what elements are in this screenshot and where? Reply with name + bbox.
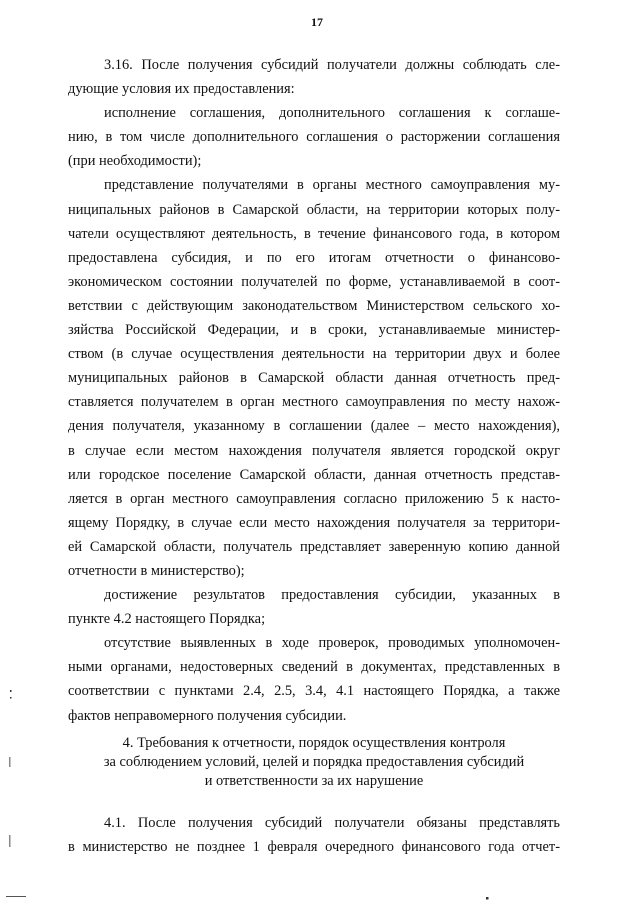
text-line: ниципальных районов в Самарской области, на территории которых полу- xyxy=(68,201,560,218)
text-line: 3.16. После получения субсидий получатели должны соблюдать сле- xyxy=(104,57,560,73)
text-line: ей Самарской области, получатель представляет заверенную копию данной xyxy=(68,538,560,555)
text-line: ящему Порядку, в случае если место нахождения получателя за территори- xyxy=(68,514,560,531)
paragraph-condition-agreement xyxy=(68,101,560,173)
text-line: нию, в том числе дополнительного соглашения о расторжении соглашения xyxy=(68,129,560,146)
page-number: 17 xyxy=(311,15,323,29)
text-line: фактов неправомерного получения субсидии. xyxy=(68,707,347,724)
document-body xyxy=(68,53,560,859)
text-line: предоставлена субсидия, и по его итогам отчетности о финансово- xyxy=(68,249,560,266)
text-line: представление получателями в органы местного самоуправления му- xyxy=(104,177,560,194)
text-line: ставляется получателем в орган местного самоуправления по месту нахож- xyxy=(68,394,560,411)
spacer xyxy=(68,791,560,811)
text-line: зяйства Российской Федерации, и в сроки, устанавливаемые министер- xyxy=(68,322,560,339)
scan-speck xyxy=(9,757,11,767)
paragraph-4-1 xyxy=(68,811,560,859)
scan-speck xyxy=(10,697,12,699)
heading-line: за соблюдением условий, целей и порядка предоставления субсидий xyxy=(103,753,525,770)
text-line: или городское поселение Самарской области, данная отчетность представ- xyxy=(68,466,560,483)
text-line: отчетности в министерство); xyxy=(68,562,245,579)
text-line: ством (в случае осуществления деятельности на территории двух и более xyxy=(68,346,560,363)
scan-speck xyxy=(6,896,26,897)
text-line: соответствии с пунктами 2.4, 2.5, 3.4, 4.1 настоящего Порядка, а также xyxy=(68,683,560,700)
text-line: достижение результатов предоставления субсидии, указанных в xyxy=(104,587,560,604)
scan-speck xyxy=(486,897,489,900)
paragraph-condition-reporting xyxy=(68,173,560,583)
text-line: 4.1. После получения субсидий получатели обязаны представлять xyxy=(104,814,560,831)
scan-speck xyxy=(9,835,11,847)
text-line: дения получателя, указанному в соглашении (далее – место нахождения), xyxy=(68,418,560,435)
text-line: ветствии с действующим законодательством Министерством сельского хо- xyxy=(68,297,560,314)
text-line: ляется в орган местного самоуправления согласно приложению 5 к насто- xyxy=(68,490,560,507)
heading-line: и ответственности за их нарушение xyxy=(204,772,424,789)
text-line: ными органами, недостоверных сведений в документах, представленных в xyxy=(68,659,560,676)
text-line: (при необходимости); xyxy=(68,153,202,170)
scan-speck xyxy=(10,690,12,692)
paragraph-condition-results xyxy=(68,583,560,631)
section-heading xyxy=(68,734,560,791)
text-line: в министерство не позднее 1 февраля очередного финансового года отчет- xyxy=(68,838,560,855)
text-line: пункте 4.2 настоящего Порядка; xyxy=(68,611,266,628)
text-line: дующие условия их предоставления: xyxy=(68,81,295,98)
text-line: отсутствие выявленных в ходе проверок, проводимых уполномочен- xyxy=(104,635,560,652)
text-line: исполнение соглашения, дополнительного соглашения к соглаше- xyxy=(104,105,560,122)
heading-line: 4. Требования к отчетности, порядок осуществления контроля xyxy=(122,734,506,751)
paragraph-condition-audits xyxy=(68,631,560,727)
text-line: муниципальных районов в Самарской области данная отчетность пред- xyxy=(68,370,560,387)
text-line: в случае если местом нахождения получателя является городской округ xyxy=(68,442,560,459)
text-line: экономическом состоянии получателей по форме, устанавливаемой в соот- xyxy=(68,273,560,290)
text-line: чатели осуществляют деятельность, в течение финансового года, в котором xyxy=(68,225,560,242)
paragraph-3-16 xyxy=(68,53,560,101)
